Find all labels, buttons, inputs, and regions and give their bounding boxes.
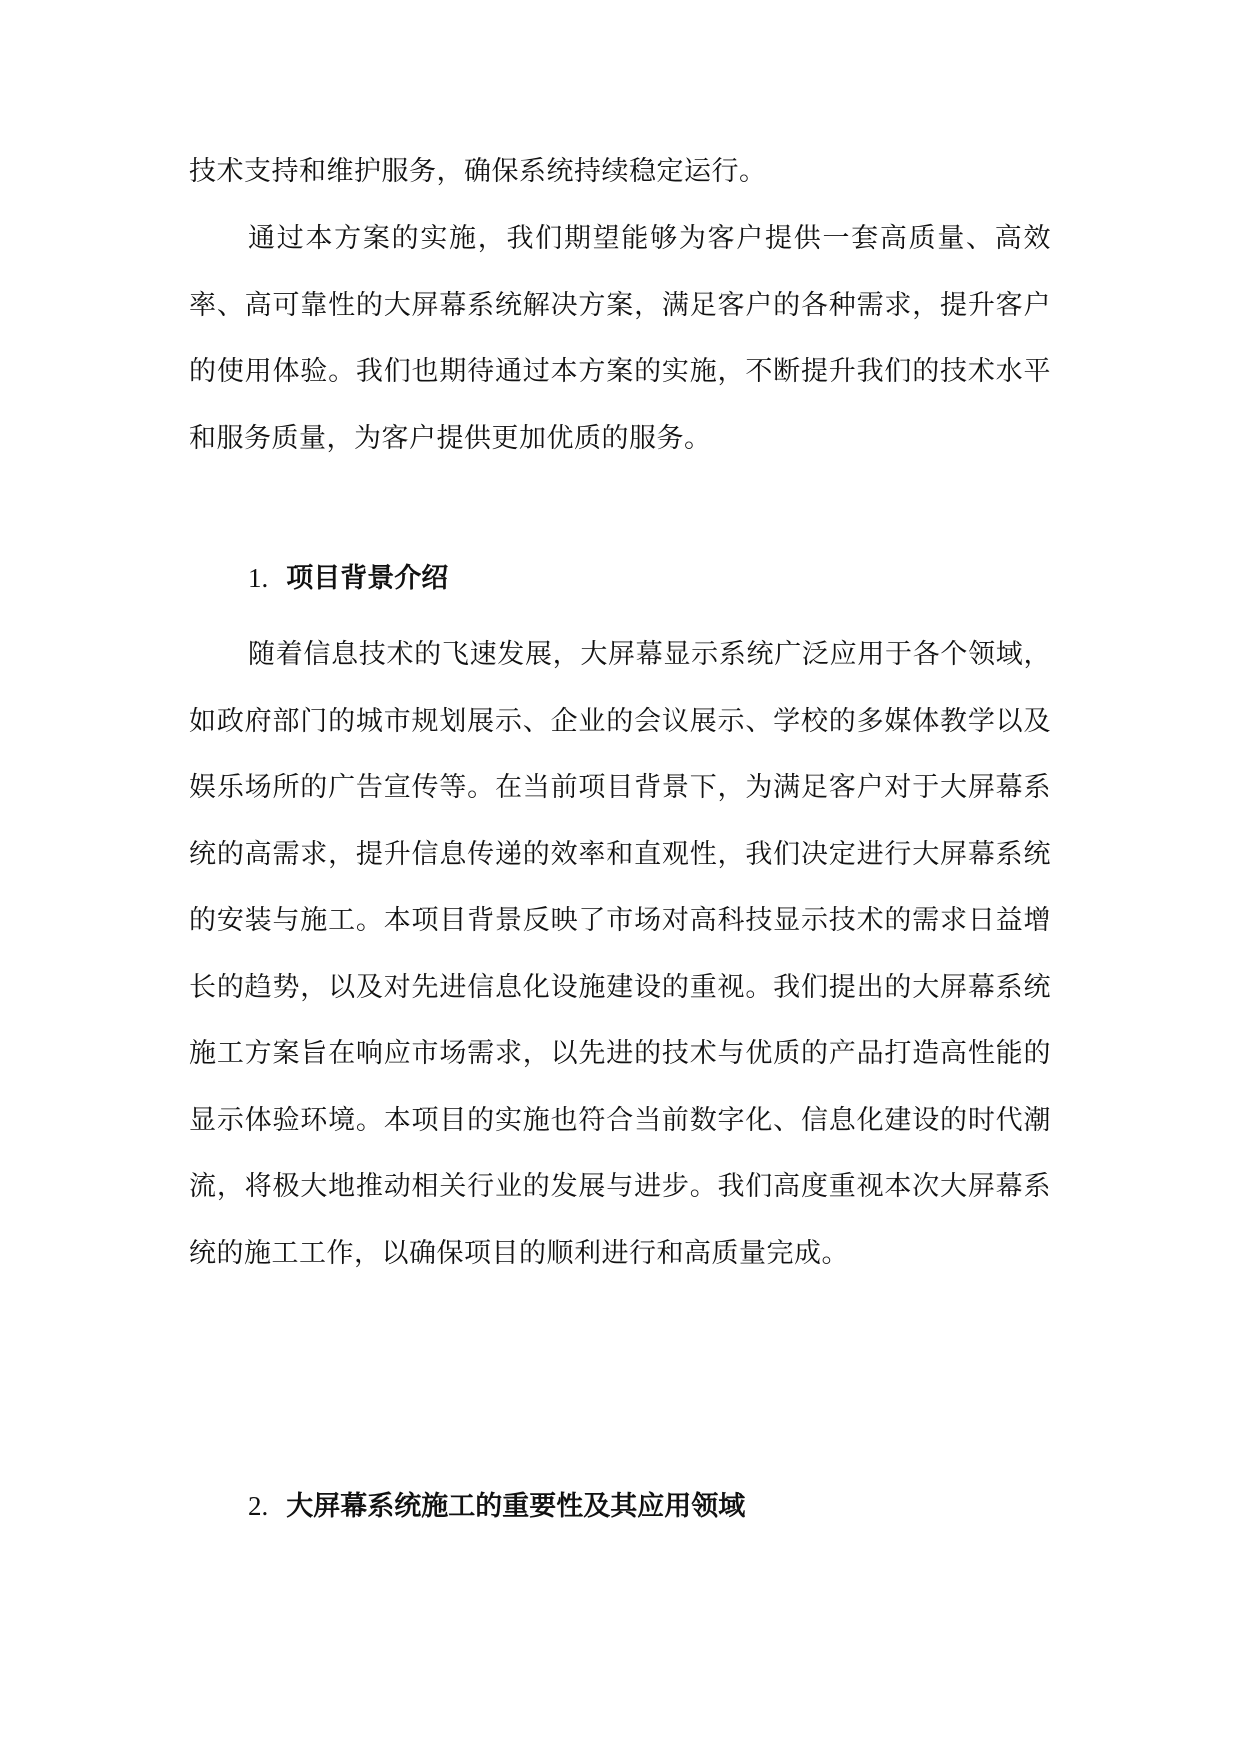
paragraph-continued: 技术支持和维护服务，确保系统持续稳定运行。 xyxy=(189,156,767,187)
section-1-title: 项目背景介绍 xyxy=(286,563,449,594)
section-2-title: 大屏幕系统施工的重要性及其应用领域 xyxy=(286,1491,746,1522)
section-2-heading xyxy=(248,1486,745,1527)
section-1-body: 随着信息技术的飞速发展，大屏幕显示系统广泛应用于各个领域，如政府部门的城市规划展示、企业的会议展示、学校的多媒体教学以及娱乐场所的广告宣传等。在当前项目背景下，为满足客户对于大屏幕系统的高需求，提升信息传递的效率和直观性，我们决定进行大屏幕系统的安装与施工。本项目背景反映了市场对高科技显示技术的需求日益增长的趋势，以及对先进信息化设施建设的重视。我们提出的大屏幕系统施工方案旨在响应市场需求，以先进的技术与优质的产品打造高性能的显示体验环境。本项目的实施也符合当前数字化、信息化建设的时代潮流，将极大地推动相关行业的发展与进步。我们高度重视本次大屏幕系统的施工工作，以确保项目的顺利进行和高质量完成。 xyxy=(189,639,1051,1269)
section-2-number: 2. xyxy=(248,1491,269,1521)
section-1-number: 1. xyxy=(248,563,269,593)
paragraph-summary: 通过本方案的实施，我们期望能够为客户提供一套高质量、高效率、高可靠性的大屏幕系统解决方案，满足客户的各种需求，提升客户的使用体验。我们也期待通过本方案的实施，不断提升我们的技术水平和服务质量，为客户提供更加优质的服务。 xyxy=(189,223,1051,454)
section-1-heading xyxy=(248,558,448,599)
